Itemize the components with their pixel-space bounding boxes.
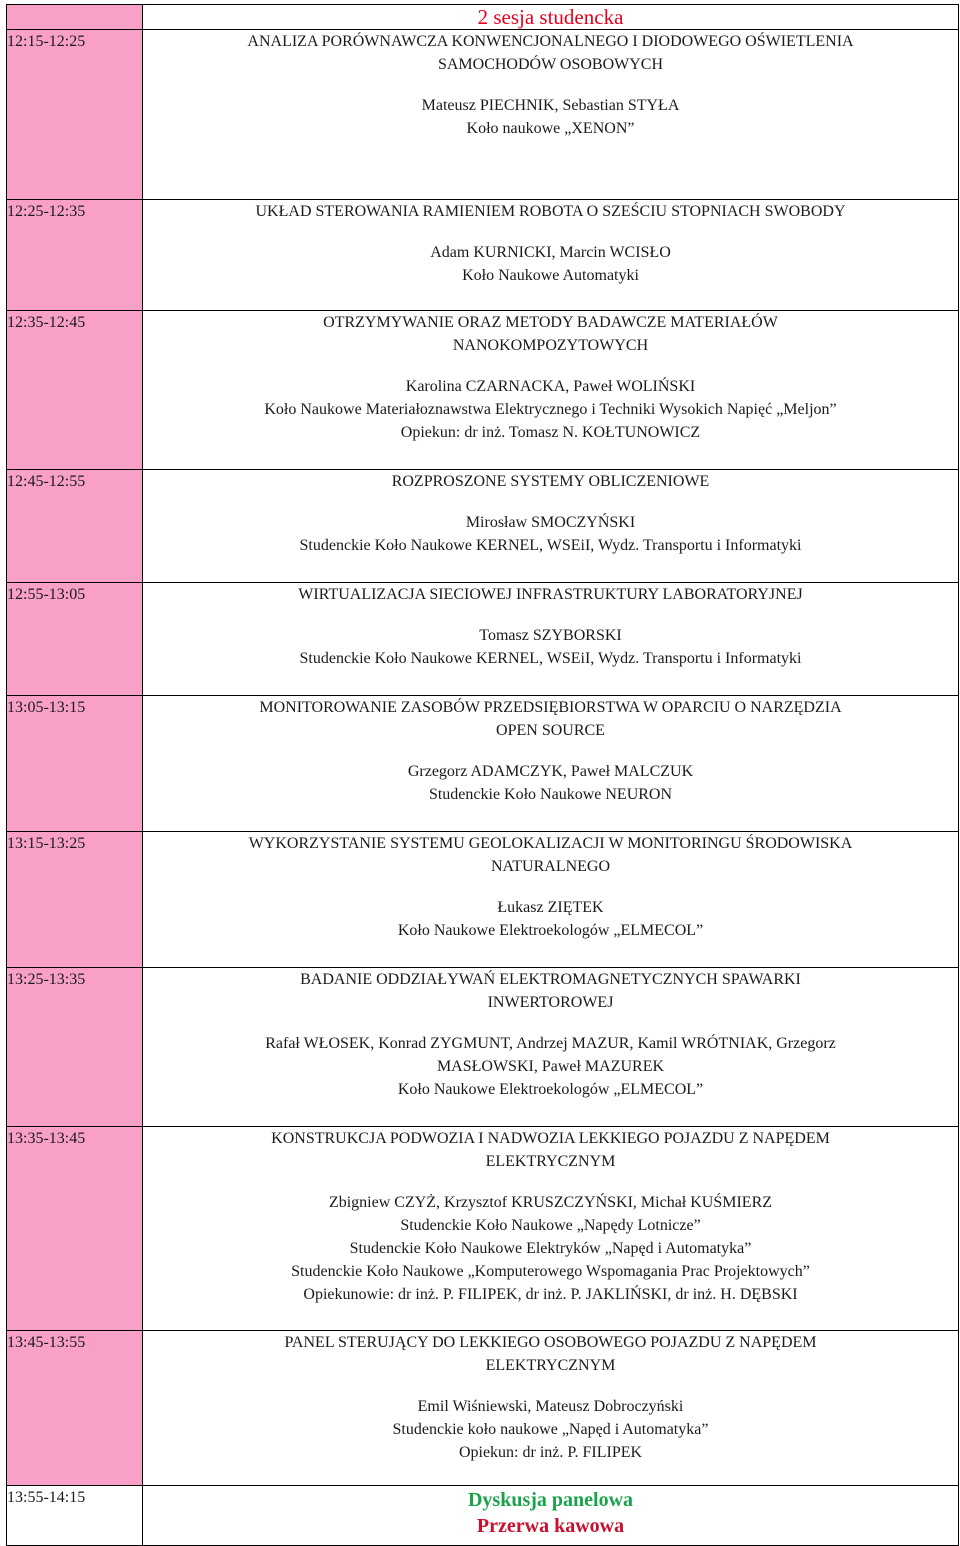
talk-cell xyxy=(143,30,959,200)
talk-row xyxy=(7,30,959,200)
talk-authors xyxy=(143,896,958,942)
talk-title-line: WIRTUALIZACJA SIECIOWEJ INFRASTRUKTURY LABORATORYJNEJ xyxy=(298,586,803,603)
talk-detail-line: Studenckie Koło Naukowe „Komputerowego Wspomagania Prac Projektowych” xyxy=(291,1263,810,1280)
talk-title-line: INWERTOROWEJ xyxy=(487,994,614,1011)
talk-title xyxy=(143,470,958,493)
talk-time: 13:25-13:35 xyxy=(7,968,143,1127)
talk-detail-line: Mateusz PIECHNIK, Sebastian STYŁA xyxy=(421,97,680,114)
talk-title xyxy=(143,696,958,742)
talk-row xyxy=(7,832,959,968)
talk-cell xyxy=(143,968,959,1127)
talk-detail-line: Opiekunowie: dr inż. P. FILIPEK, dr inż. P. JAKLIŃSKI, dr inż. H. DĘBSKI xyxy=(303,1286,798,1303)
session-header-time-cell xyxy=(7,5,143,30)
talk-title-line: UKŁAD STEROWANIA RAMIENIEM ROBOTA O SZEŚCIU STOPNIACH SWOBODY xyxy=(255,203,846,220)
talk-detail-line: Koło naukowe „XENON” xyxy=(466,120,635,137)
talk-authors xyxy=(143,624,958,670)
talk-title-line: PANEL STERUJĄCY DO LEKKIEGO OSOBOWEGO POJAZDU Z NAPĘDEM xyxy=(284,1334,817,1351)
talk-cell xyxy=(143,583,959,696)
talk-detail-line: MASŁOWSKI, Paweł MAZUREK xyxy=(436,1058,665,1075)
talk-time: 12:45-12:55 xyxy=(7,470,143,583)
talk-authors xyxy=(143,511,958,557)
talk-detail-line: Grzegorz ADAMCZYK, Paweł MALCZUK xyxy=(407,763,694,780)
talk-title-line: ELEKTRYCZNYM xyxy=(485,1357,616,1374)
talk-time: 12:55-13:05 xyxy=(7,583,143,696)
talk-title-line: NATURALNEGO xyxy=(490,858,611,875)
talk-title xyxy=(143,832,958,878)
talk-row xyxy=(7,1331,959,1486)
talk-detail-line: Tomasz SZYBORSKI xyxy=(479,627,622,644)
talk-time: 12:15-12:25 xyxy=(7,30,143,200)
talk-title xyxy=(143,1331,958,1377)
talk-row xyxy=(7,583,959,696)
session-schedule-table xyxy=(6,4,959,1546)
talk-title-line: OTRZYMYWANIE ORAZ METODY BADAWCZE MATERIAŁÓW xyxy=(323,314,778,331)
talk-title xyxy=(143,311,958,357)
talk-detail-line: Studenckie Koło Naukowe KERNEL, WSEiI, Wydz. Transportu i Informatyki xyxy=(299,537,802,554)
talk-title-line: WYKORZYSTANIE SYSTEMU GEOLOKALIZACJI W MONITORINGU ŚRODOWISKA xyxy=(248,835,853,852)
talk-detail-line: Opiekun: dr inż. P. FILIPEK xyxy=(458,1444,643,1461)
session-title: 2 sesja studencka xyxy=(477,5,624,29)
talk-detail-line: Studenckie Koło Naukowe NEURON xyxy=(428,786,673,803)
talk-title xyxy=(143,968,958,1014)
talk-detail-line: Koło Naukowe Automatyki xyxy=(462,267,639,284)
talk-title-line: SAMOCHODÓW OSOBOWYCH xyxy=(437,56,664,73)
talk-title-line: BADANIE ODDZIAŁYWAŃ ELEKTROMAGNETYCZNYCH SPAWARKI xyxy=(300,971,801,988)
talk-detail-line: Łukasz ZIĘTEK xyxy=(497,899,604,916)
talk-time: 13:35-13:45 xyxy=(7,1127,143,1331)
session-header-row xyxy=(7,5,959,30)
talk-title-line: ANALIZA PORÓWNAWCZA KONWENCJONALNEGO I DIODOWEGO OŚWIETLENIA xyxy=(247,33,854,50)
talk-cell xyxy=(143,1127,959,1331)
talk-authors xyxy=(143,760,958,806)
talk-row xyxy=(7,696,959,832)
talk-detail-line: Karolina CZARNACKA, Paweł WOLIŃSKI xyxy=(405,378,696,395)
talk-detail-line: Koło Naukowe Elektroekologów „ELMECOL” xyxy=(397,922,704,939)
panel-discussion-label: Dyskusja panelowa xyxy=(467,1489,634,1511)
talk-cell xyxy=(143,311,959,470)
talk-authors xyxy=(143,94,958,140)
talk-detail-line: Studenckie koło naukowe „Napęd i Automatyka” xyxy=(392,1421,709,1438)
talk-row xyxy=(7,968,959,1127)
talk-detail-line: Emil Wiśniewski, Mateusz Dobroczyński xyxy=(417,1398,684,1415)
talk-time: 13:05-13:15 xyxy=(7,696,143,832)
talk-row xyxy=(7,311,959,470)
talk-title-line: NANOKOMPOZYTOWYCH xyxy=(452,337,649,354)
talk-detail-line: Zbigniew CZYŻ, Krzysztof KRUSZCZYŃSKI, Michał KUŚMIERZ xyxy=(328,1194,773,1211)
talk-detail-line: Adam KURNICKI, Marcin WCISŁO xyxy=(430,244,671,261)
talk-detail-line: Koło Naukowe Materiałoznawstwa Elektrycznego i Techniki Wysokich Napięć „Meljon” xyxy=(264,401,837,418)
talk-cell xyxy=(143,696,959,832)
talk-title-line: MONITOROWANIE ZASOBÓW PRZEDSIĘBIORSTWA W OPARCIU O NARZĘDZIA xyxy=(259,699,842,716)
talk-row xyxy=(7,470,959,583)
closing-time: 13:55-14:15 xyxy=(7,1486,143,1546)
talk-detail-line: Mirosław SMOCZYŃSKI xyxy=(465,514,636,531)
coffee-break-label: Przerwa kawowa xyxy=(476,1515,625,1537)
talk-detail-line: Studenckie Koło Naukowe Elektryków „Napęd i Automatyka” xyxy=(349,1240,752,1257)
talk-detail-line: Koło Naukowe Elektroekologów „ELMECOL” xyxy=(397,1081,704,1098)
talk-authors xyxy=(143,1191,958,1306)
talk-cell xyxy=(143,470,959,583)
talk-time: 13:15-13:25 xyxy=(7,832,143,968)
talk-time: 12:25-12:35 xyxy=(7,200,143,311)
talk-title-line: KONSTRUKCJA PODWOZIA I NADWOZIA LEKKIEGO POJAZDU Z NAPĘDEM xyxy=(271,1130,830,1147)
talk-authors xyxy=(143,1032,958,1101)
talk-time: 13:45-13:55 xyxy=(7,1331,143,1486)
talk-row xyxy=(7,1127,959,1331)
talk-title-line: ELEKTRYCZNYM xyxy=(485,1153,616,1170)
talk-detail-line: Studenckie Koło Naukowe „Napędy Lotnicze” xyxy=(400,1217,701,1234)
talk-title xyxy=(143,1127,958,1173)
talk-time: 12:35-12:45 xyxy=(7,311,143,470)
talk-detail-line: Studenckie Koło Naukowe KERNEL, WSEiI, Wydz. Transportu i Informatyki xyxy=(299,650,802,667)
talk-cell xyxy=(143,1331,959,1486)
talk-detail-line: Opiekun: dr inż. Tomasz N. KOŁTUNOWICZ xyxy=(400,424,701,441)
talk-title-line: OPEN SOURCE xyxy=(496,722,605,739)
talk-row xyxy=(7,200,959,311)
closing-row xyxy=(7,1486,959,1546)
talk-cell xyxy=(143,200,959,311)
talk-title xyxy=(143,200,958,223)
talk-title-line: ROZPROSZONE SYSTEMY OBLICZENIOWE xyxy=(391,473,710,490)
talk-title xyxy=(143,583,958,606)
talk-authors xyxy=(143,375,958,444)
talk-authors xyxy=(143,1395,958,1464)
closing-cell xyxy=(143,1486,959,1546)
session-header-cell xyxy=(143,5,959,30)
talk-cell xyxy=(143,832,959,968)
talk-title xyxy=(143,30,958,76)
talk-authors xyxy=(143,241,958,287)
talk-detail-line: Rafał WŁOSEK, Konrad ZYGMUNT, Andrzej MAZUR, Kamil WRÓTNIAK, Grzegorz xyxy=(265,1035,836,1052)
